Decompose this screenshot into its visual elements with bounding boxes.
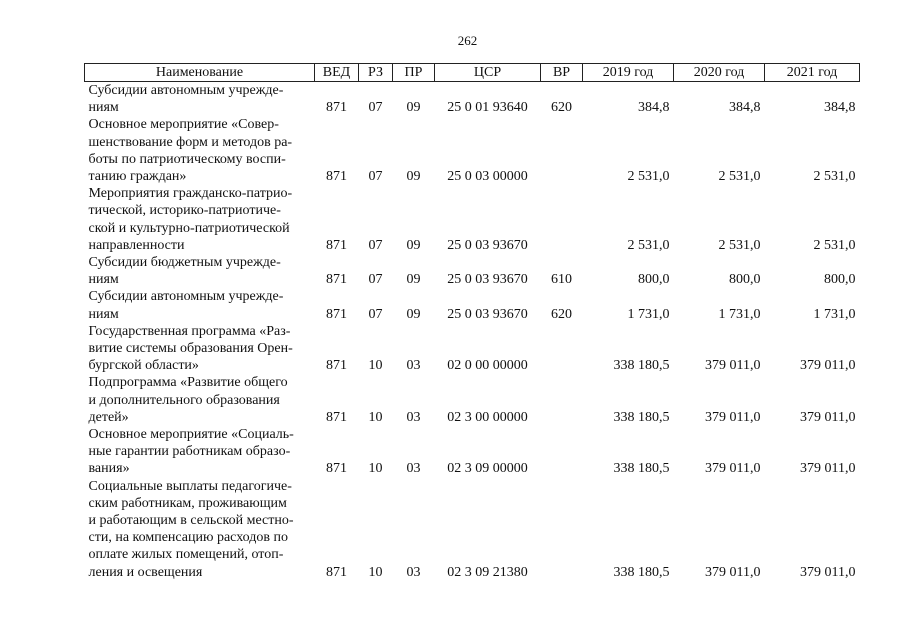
row-name-line: и работающим в сельской местно- — [88, 513, 294, 529]
row-name-line: ским работникам, проживающим — [88, 495, 287, 511]
row-name-line: Субсидии автономным учрежде- — [88, 83, 284, 98]
row-name — [85, 82, 315, 117]
budget-table — [84, 63, 860, 581]
cell-y2021: 2 531,0 — [813, 237, 856, 253]
cell-y2021: 2 531,0 — [813, 169, 856, 185]
cell-y2021: 1 731,0 — [813, 306, 856, 322]
cell-y2021: 800,0 — [824, 272, 856, 288]
header-pr: ПР — [393, 64, 435, 82]
row-name-line: ления и освещения — [88, 564, 203, 580]
row-name-line: Государственная программа «Раз- — [88, 323, 291, 339]
cell-ved: 871 — [326, 100, 347, 116]
cell-y2019: 384,8 — [638, 100, 670, 116]
cell-ved: 871 — [326, 169, 347, 185]
row-name — [85, 288, 315, 322]
row-name — [85, 323, 315, 375]
cell-pr: 09 — [406, 100, 421, 116]
cell-y2019: 338 180,5 — [613, 358, 670, 374]
header-ved: ВЕД — [315, 64, 359, 82]
cell-rz: 07 — [368, 237, 383, 253]
cell-vr — [541, 374, 583, 426]
cell-rz: 07 — [368, 306, 383, 322]
cell-rz: 10 — [368, 409, 383, 425]
row-name-line: танию граждан» — [88, 169, 187, 185]
table-header — [85, 64, 860, 82]
header-2020: 2020 год — [674, 64, 765, 82]
cell-y2019: 1 731,0 — [627, 306, 670, 322]
row-name — [85, 116, 315, 185]
row-name-line: Основное мероприятие «Социаль- — [88, 427, 294, 443]
row-name-line: детей» — [88, 409, 129, 425]
cell-ved: 871 — [326, 358, 347, 374]
cell-vr: 620 — [551, 306, 572, 322]
cell-csr: 25 0 03 93670 — [447, 306, 528, 322]
row-name-line: ниям — [88, 100, 119, 116]
cell-y2019: 338 180,5 — [613, 409, 670, 425]
header-name: Наименование — [85, 64, 315, 82]
header-rz: РЗ — [359, 64, 393, 82]
table-body — [85, 82, 860, 581]
cell-ved: 871 — [326, 564, 347, 580]
row-name-line: шенствование форм и методов ра- — [88, 134, 293, 150]
cell-vr — [541, 116, 583, 185]
row-name — [85, 426, 315, 478]
cell-ved: 871 — [326, 306, 347, 322]
row-name-line: Подпрограмма «Развитие общего — [88, 375, 288, 391]
row-name-line: боты по патриотическому воспи- — [88, 151, 286, 167]
row-name-line: ской и культурно-патриотической — [88, 220, 290, 236]
header-csr: ЦСР — [435, 64, 541, 82]
cell-pr: 03 — [406, 461, 421, 477]
cell-y2020: 2 531,0 — [718, 237, 761, 253]
cell-y2019: 338 180,5 — [613, 564, 670, 580]
cell-csr: 25 0 01 93640 — [447, 100, 528, 116]
row-name — [85, 185, 315, 254]
cell-csr: 02 0 00 00000 — [447, 358, 528, 374]
table-row — [85, 185, 860, 254]
cell-y2020: 800,0 — [729, 272, 761, 288]
cell-pr: 03 — [406, 409, 421, 425]
cell-y2019: 800,0 — [638, 272, 670, 288]
row-name — [85, 254, 315, 288]
cell-y2020: 379 011,0 — [705, 409, 761, 425]
row-name-line: сти, на компенсацию расходов по — [88, 530, 288, 546]
cell-y2020: 2 531,0 — [718, 169, 761, 185]
table-row — [85, 374, 860, 426]
cell-y2021: 384,8 — [824, 100, 856, 116]
row-name — [85, 478, 315, 581]
cell-y2021: 379 011,0 — [800, 409, 856, 425]
cell-y2021: 379 011,0 — [800, 358, 856, 374]
row-name-line: вания» — [88, 461, 130, 477]
cell-y2020: 1 731,0 — [718, 306, 761, 322]
cell-csr: 25 0 03 93670 — [447, 272, 528, 288]
table-row — [85, 426, 860, 478]
cell-rz: 10 — [368, 564, 383, 580]
cell-pr: 03 — [406, 358, 421, 374]
header-2019: 2019 год — [583, 64, 674, 82]
table-row — [85, 82, 860, 117]
cell-y2020: 379 011,0 — [705, 564, 761, 580]
row-name-line: Основное мероприятие «Совер- — [88, 117, 279, 133]
cell-pr: 09 — [406, 169, 421, 185]
cell-rz: 07 — [368, 169, 383, 185]
cell-vr: 620 — [551, 100, 572, 116]
table-row — [85, 323, 860, 375]
row-name-line: ные гарантии работникам образо- — [88, 444, 291, 460]
cell-y2019: 2 531,0 — [627, 237, 670, 253]
cell-pr: 09 — [406, 272, 421, 288]
cell-y2021: 379 011,0 — [800, 564, 856, 580]
header-2021: 2021 год — [765, 64, 860, 82]
cell-pr: 03 — [406, 564, 421, 580]
cell-ved: 871 — [326, 461, 347, 477]
cell-csr: 25 0 03 93670 — [447, 237, 528, 253]
cell-rz: 07 — [368, 100, 383, 116]
table-row — [85, 288, 860, 322]
cell-vr — [541, 426, 583, 478]
table-row — [85, 116, 860, 185]
row-name-line: ниям — [88, 306, 119, 322]
row-name-line: тической, историко-патриотиче- — [88, 203, 281, 219]
header-vr: ВР — [541, 64, 583, 82]
table-row — [85, 254, 860, 288]
cell-y2020: 379 011,0 — [705, 461, 761, 477]
cell-rz: 10 — [368, 358, 383, 374]
row-name-line: Социальные выплаты педагогиче- — [88, 478, 292, 494]
cell-y2019: 338 180,5 — [613, 461, 670, 477]
row-name-line: Субсидии бюджетным учрежде- — [88, 255, 281, 271]
cell-rz: 10 — [368, 461, 383, 477]
row-name-line: и дополнительного образования — [88, 392, 280, 408]
page-number: 262 — [457, 33, 478, 48]
row-name-line: ниям — [88, 272, 119, 288]
row-name-line: Субсидии автономным учрежде- — [88, 289, 284, 305]
cell-y2021: 379 011,0 — [800, 461, 856, 477]
table-row — [85, 478, 860, 581]
header-row — [85, 64, 860, 82]
cell-vr: 610 — [551, 272, 572, 288]
cell-pr: 09 — [406, 237, 421, 253]
cell-ved: 871 — [326, 409, 347, 425]
cell-ved: 871 — [326, 272, 347, 288]
cell-csr: 02 3 09 00000 — [447, 461, 528, 477]
row-name-line: направленности — [88, 237, 185, 253]
row-name-line: Мероприятия гражданско-патрио- — [88, 186, 293, 202]
cell-csr: 02 3 00 00000 — [447, 409, 528, 425]
row-name-line: оплате жилых помещений, отоп- — [88, 547, 284, 563]
row-name — [85, 374, 315, 426]
cell-vr — [541, 323, 583, 375]
cell-vr — [541, 478, 583, 581]
cell-y2020: 384,8 — [729, 100, 761, 116]
cell-y2019: 2 531,0 — [627, 169, 670, 185]
row-name-line: бургской области» — [88, 358, 199, 374]
cell-rz: 07 — [368, 272, 383, 288]
cell-pr: 09 — [406, 306, 421, 322]
row-name-line: витие системы образования Орен- — [88, 341, 293, 357]
cell-csr: 25 0 03 00000 — [447, 169, 528, 185]
cell-vr — [541, 185, 583, 254]
cell-csr: 02 3 09 21380 — [447, 564, 528, 580]
cell-ved: 871 — [326, 237, 347, 253]
cell-y2020: 379 011,0 — [705, 358, 761, 374]
